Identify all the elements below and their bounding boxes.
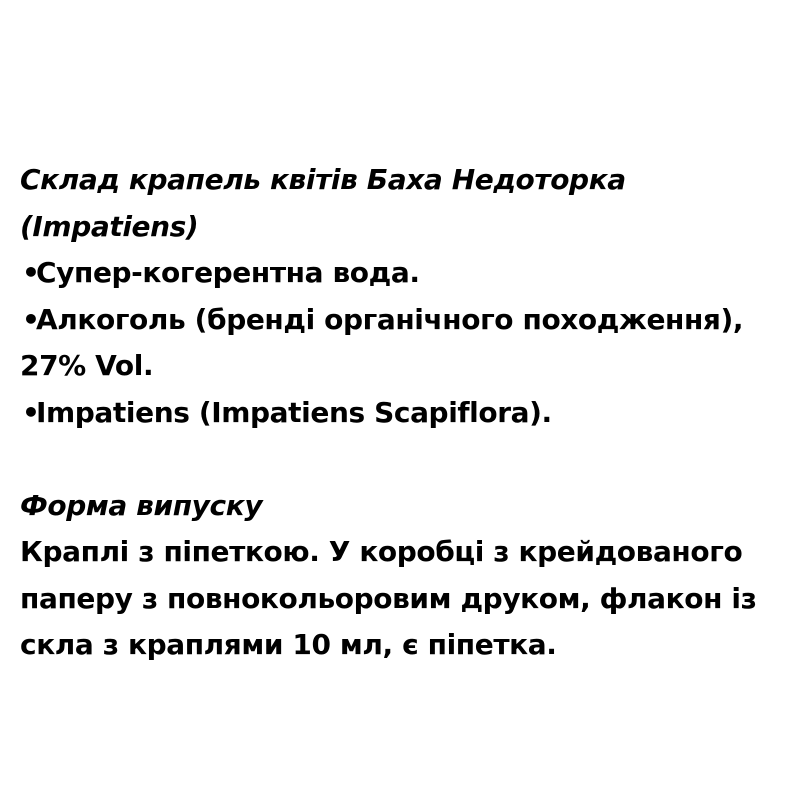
- ingredient-item: [20, 297, 790, 344]
- release-form-heading: Форма випуску: [20, 488, 263, 522]
- composition-heading-line-1: Склад крапель квітів Баха Недоторка: [20, 163, 626, 196]
- ingredient-item: [20, 250, 790, 297]
- ingredient-text: Impatiens (Impatiens Scapiflora).: [36, 395, 552, 429]
- bullet-icon: •: [22, 256, 40, 289]
- release-form-text-line: паперу з повнокольоровим друком, флакон із: [20, 581, 757, 615]
- release-form-text-line: скла з краплями 10 мл, є піпетка.: [20, 628, 557, 661]
- bullet-icon: •: [22, 302, 40, 336]
- ingredient-text: Алкоголь (бренді органічного походження),: [36, 302, 744, 336]
- release-form-text-line: Краплі з піпеткою. У коробці з крейдованого: [20, 535, 743, 568]
- composition-heading-line-2: (Impatiens): [20, 209, 199, 243]
- ingredient-text-continuation: 27% Vol.: [20, 349, 154, 382]
- bullet-icon: •: [22, 395, 40, 429]
- ingredient-item: [20, 390, 790, 437]
- ingredient-text: Супер-когерентна вода.: [36, 256, 420, 289]
- section-spacer: [20, 436, 790, 483]
- product-description: [20, 157, 790, 669]
